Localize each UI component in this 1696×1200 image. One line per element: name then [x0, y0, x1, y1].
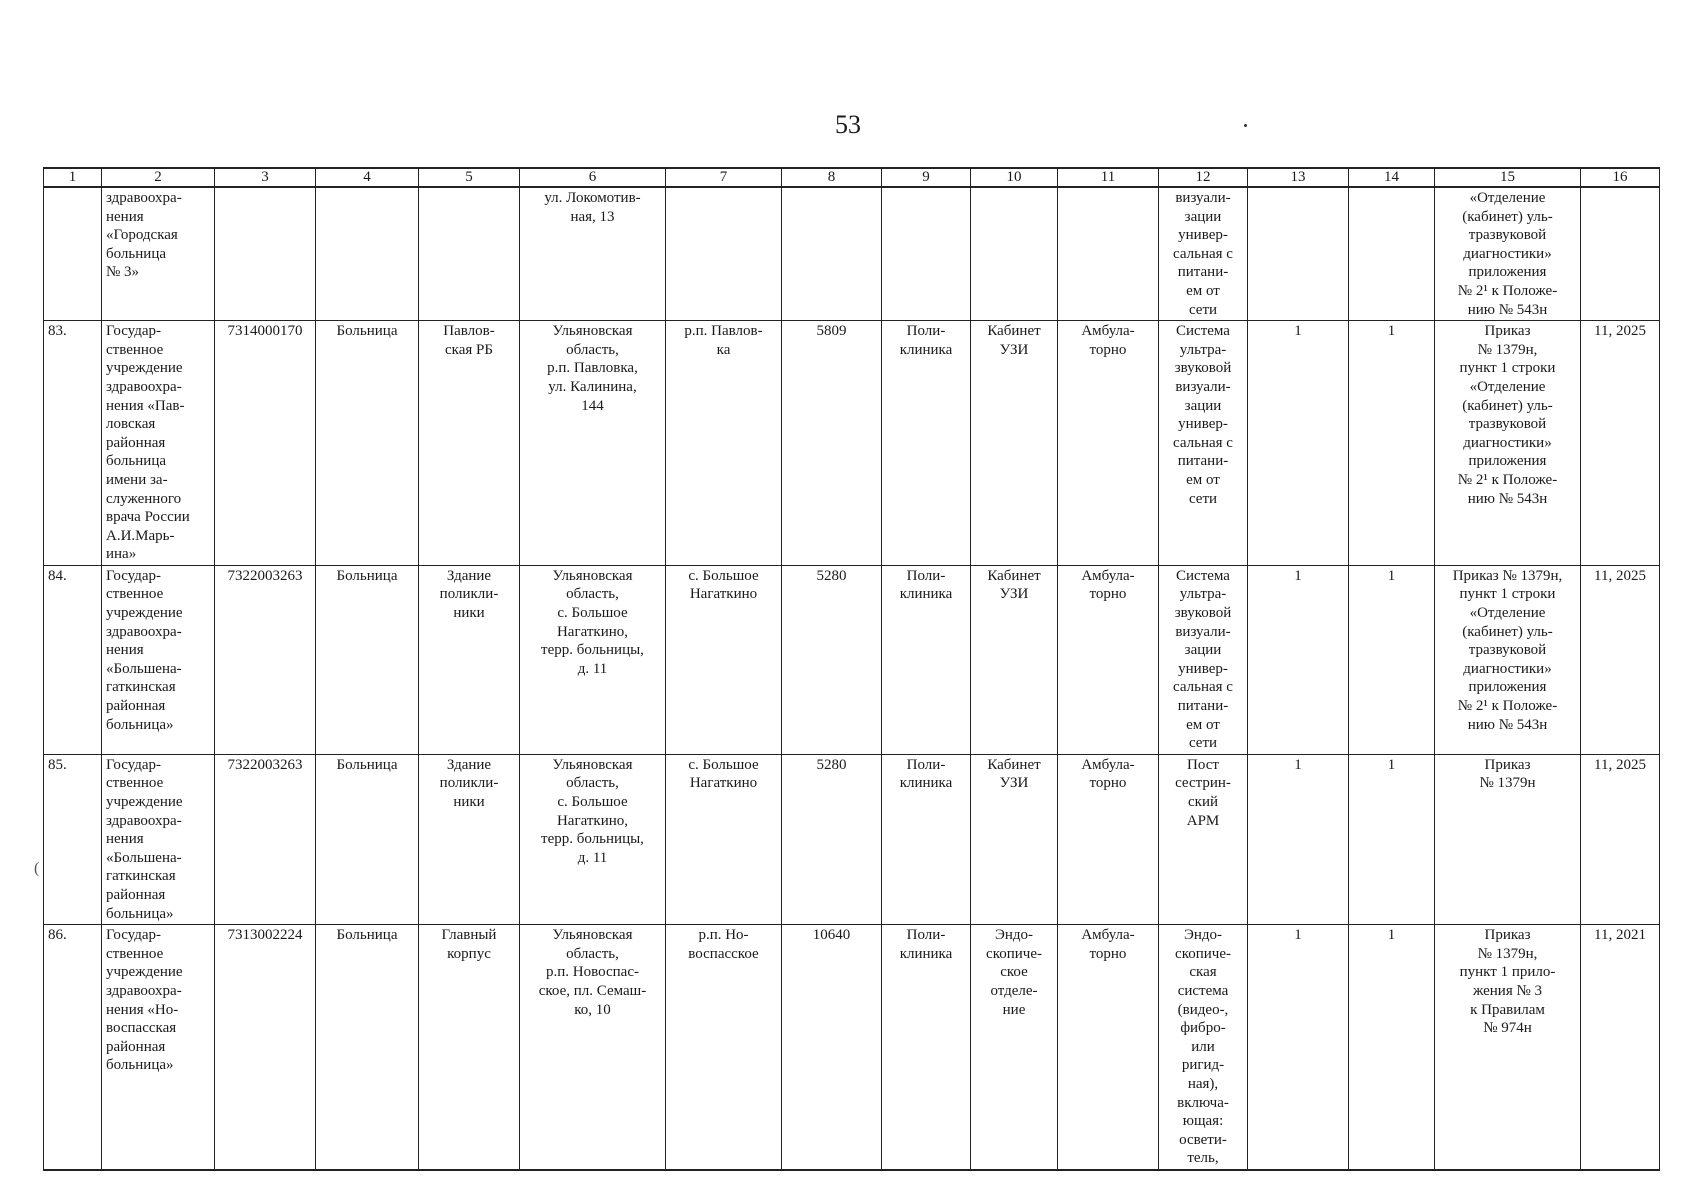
- cell-qty-planned: 1: [1349, 321, 1435, 566]
- cell-inn: 7313002224: [215, 925, 316, 1170]
- column-header: 8: [782, 168, 882, 187]
- cell-date: 11, 2025: [1581, 754, 1660, 924]
- cell-number: 86.: [44, 925, 102, 1170]
- cell-care-mode: Амбула- торно: [1058, 754, 1159, 924]
- column-header: 9: [882, 168, 971, 187]
- cell-inn: 7322003263: [215, 754, 316, 924]
- column-header: 12: [1159, 168, 1248, 187]
- cell-department: [971, 187, 1058, 321]
- cell-regulation: Приказ № 1379н, пункт 1 строки «Отделение (кабинет) уль- тразвуковой диагностики» приложения № 2¹ к Положе- нию № 543н: [1435, 565, 1581, 754]
- column-header: 4: [316, 168, 419, 187]
- cell-address: Ульяновская область, с. Большое Нагаткино, терр. больницы, д. 11: [520, 565, 666, 754]
- cell-unit: Поли- клиника: [882, 565, 971, 754]
- cell-equipment: Система ультра- звуковой визуали- зации универ- сальная с питани- ем от сети: [1159, 565, 1248, 754]
- cell-department: Кабинет УЗИ: [971, 565, 1058, 754]
- cell-date: 11, 2025: [1581, 321, 1660, 566]
- cell-care-mode: Амбула- торно: [1058, 321, 1159, 566]
- table-row: [44, 187, 1660, 321]
- cell-building: Здание поликли- ники: [419, 754, 520, 924]
- cell-date: 11, 2021: [1581, 925, 1660, 1170]
- cell-regulation: Приказ № 1379н, пункт 1 строки «Отделение (кабинет) уль- тразвуковой диагностики» приложения № 2¹ к Положе- нию № 543н: [1435, 321, 1581, 566]
- stray-dot: [1244, 124, 1247, 127]
- cell-number: [44, 187, 102, 321]
- cell-qty-planned: 1: [1349, 925, 1435, 1170]
- cell-qty: 1: [1248, 754, 1349, 924]
- cell-population: 5809: [782, 321, 882, 566]
- cell-locality: р.п. Павлов- ка: [666, 321, 782, 566]
- header-row: [44, 168, 1660, 187]
- stray-mark: (: [34, 860, 40, 877]
- cell-department: Эндо- скопиче- ское отделе- ние: [971, 925, 1058, 1170]
- cell-building: Главный корпус: [419, 925, 520, 1170]
- page-number: 53: [835, 110, 861, 139]
- cell-qty: 1: [1248, 925, 1349, 1170]
- cell-locality: с. Большое Нагаткино: [666, 754, 782, 924]
- cell-care-mode: [1058, 187, 1159, 321]
- cell-care-mode: Амбула- торно: [1058, 565, 1159, 754]
- cell-date: 11, 2025: [1581, 565, 1660, 754]
- cell-inn: 7314000170: [215, 321, 316, 566]
- column-header: 7: [666, 168, 782, 187]
- column-header: 10: [971, 168, 1058, 187]
- cell-qty: 1: [1248, 565, 1349, 754]
- cell-population: 5280: [782, 754, 882, 924]
- column-header: 3: [215, 168, 316, 187]
- cell-type: [316, 187, 419, 321]
- cell-locality: с. Большое Нагаткино: [666, 565, 782, 754]
- cell-address: Ульяновская область, с. Большое Нагаткино, терр. больницы, д. 11: [520, 754, 666, 924]
- cell-qty: [1248, 187, 1349, 321]
- cell-institution: Государ- ственное учреждение здравоохра- нения «Большена- гаткинская районная больница»: [102, 565, 215, 754]
- column-header: 15: [1435, 168, 1581, 187]
- table-row: [44, 565, 1660, 754]
- cell-institution: Государ- ственное учреждение здравоохра- нения «Но- воспасская районная больница»: [102, 925, 215, 1170]
- cell-unit: Поли- клиника: [882, 925, 971, 1170]
- cell-population: 5280: [782, 565, 882, 754]
- cell-type: Больница: [316, 925, 419, 1170]
- cell-equipment: Пост сестрин- ский АРМ: [1159, 754, 1248, 924]
- cell-type: Больница: [316, 565, 419, 754]
- column-header: 14: [1349, 168, 1435, 187]
- cell-regulation: Приказ № 1379н, пункт 1 прило- жения № 3 к Правилам № 974н: [1435, 925, 1581, 1170]
- cell-inn: [215, 187, 316, 321]
- cell-locality: [666, 187, 782, 321]
- cell-number: 84.: [44, 565, 102, 754]
- cell-equipment: Эндо- скопиче- ская система (видео-, фибро- или ригид- ная), включа- ющая: освети- тель,: [1159, 925, 1248, 1170]
- cell-address: Ульяновская область, р.п. Павловка, ул. Калинина, 144: [520, 321, 666, 566]
- cell-building: Здание поликли- ники: [419, 565, 520, 754]
- cell-type: Больница: [316, 321, 419, 566]
- column-header: 13: [1248, 168, 1349, 187]
- cell-date: [1581, 187, 1660, 321]
- cell-department: Кабинет УЗИ: [971, 754, 1058, 924]
- cell-regulation: «Отделение (кабинет) уль- тразвуковой диагностики» приложения № 2¹ к Положе- нию № 543н: [1435, 187, 1581, 321]
- cell-number: 85.: [44, 754, 102, 924]
- cell-qty-planned: 1: [1349, 565, 1435, 754]
- cell-building: Павлов- ская РБ: [419, 321, 520, 566]
- column-header: 11: [1058, 168, 1159, 187]
- cell-institution: Государ- ственное учреждение здравоохра- нения «Пав- ловская районная больница имени за- служенного врача России А.И.Марь- ина»: [102, 321, 215, 566]
- cell-population: 10640: [782, 925, 882, 1170]
- column-header: 6: [520, 168, 666, 187]
- cell-building: [419, 187, 520, 321]
- cell-equipment: визуали- зации универ- сальная с питани- ем от сети: [1159, 187, 1248, 321]
- cell-number: 83.: [44, 321, 102, 566]
- cell-care-mode: Амбула- торно: [1058, 925, 1159, 1170]
- column-header: 5: [419, 168, 520, 187]
- cell-population: [782, 187, 882, 321]
- column-header: 1: [44, 168, 102, 187]
- cell-regulation: Приказ № 1379н: [1435, 754, 1581, 924]
- column-header: 16: [1581, 168, 1660, 187]
- cell-institution: здравоохра- нения «Городская больница № 3»: [102, 187, 215, 321]
- cell-unit: Поли- клиника: [882, 321, 971, 566]
- table-row: [44, 925, 1660, 1170]
- cell-address: ул. Локомотив- ная, 13: [520, 187, 666, 321]
- cell-inn: 7322003263: [215, 565, 316, 754]
- cell-address: Ульяновская область, р.п. Новоспас- ское, пл. Семаш- ко, 10: [520, 925, 666, 1170]
- cell-unit: Поли- клиника: [882, 754, 971, 924]
- cell-locality: р.п. Но- воспасское: [666, 925, 782, 1170]
- cell-unit: [882, 187, 971, 321]
- cell-department: Кабинет УЗИ: [971, 321, 1058, 566]
- cell-qty-planned: [1349, 187, 1435, 321]
- cell-qty: 1: [1248, 321, 1349, 566]
- cell-institution: Государ- ственное учреждение здравоохра- нения «Большена- гаткинская районная больница»: [102, 754, 215, 924]
- table-row: [44, 321, 1660, 566]
- column-header: 2: [102, 168, 215, 187]
- cell-qty-planned: 1: [1349, 754, 1435, 924]
- table-row: [44, 754, 1660, 924]
- cell-equipment: Система ультра- звуковой визуали- зации универ- сальная с питани- ем от сети: [1159, 321, 1248, 566]
- data-table: [43, 167, 1660, 1171]
- cell-type: Больница: [316, 754, 419, 924]
